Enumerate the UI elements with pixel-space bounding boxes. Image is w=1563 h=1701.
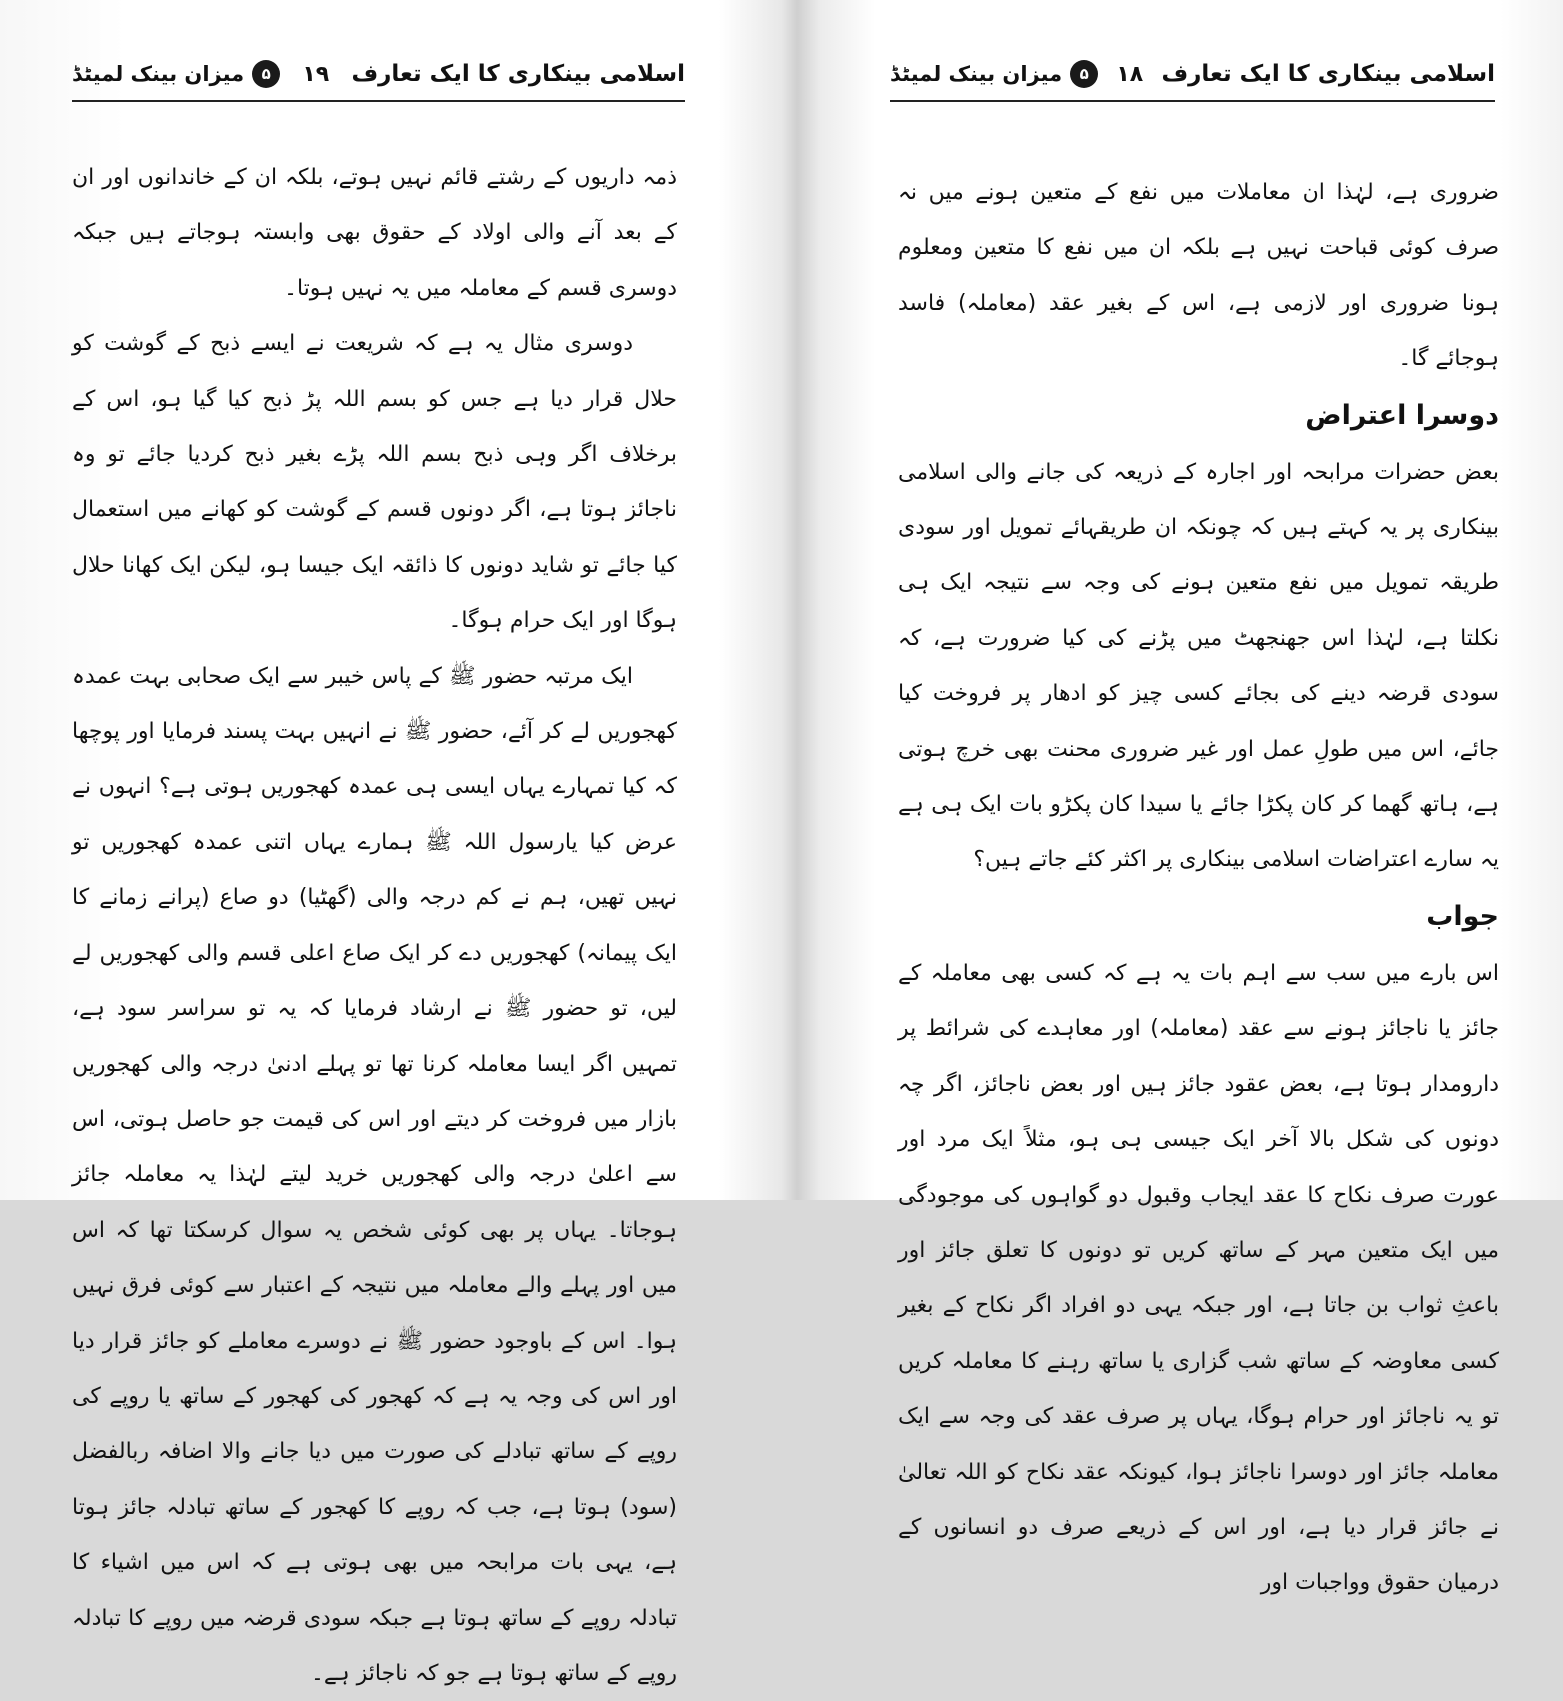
page-18 (790, 0, 1563, 1596)
paragraph: اس بارے میں سب سے اہم بات یہ ہے کہ کسی بھی معاملہ کے جائز یا ناجائز ہونے سے عقد (معاملہ) اور معاہدے کی شرائط پر دارومدار ہوتا ہے، بعض عقود جائز ہیں اور بعض ناجائز، اگر چہ دونوں کی شکل بالا آخر ایک جیسی ہی ہو، مثلاً ایک مرد اور عورت صرف نکاح کا عقد ایجاب وقبول دو گواہوں کی موجودگی میں ایک متعین مہر کے ساتھ کریں تو دونوں کا تعلق جائز اور باعثِ ثواب بن جاتا ہے، اور جبکہ یہی دو افراد اگر نکاح کے بغیر کسی معاوضہ کے ساتھ شب گزاری یا ساتھ رہنے کا معاملہ کریں تو یہ ناجائز اور حرام ہوگا، یہاں پر صرف عقد کی وجہ سے ایک معاملہ جائز اور دوسرا ناجائز ہوا، کیونکہ عقد نکاح کو اللہ تعالیٰ نے جائز قرار دیا ہے، اور اس کے ذریعے صرف دو انسانوں کے درمیان حقوق وواجبات اور (898, 960, 1499, 1596)
paragraph: بعض حضرات مرابحہ اور اجارہ کے ذریعہ کی جانے والی اسلامی بینکاری پر یہ کہتے ہیں کہ چونکہ ان طریقہائے تمویل اور سودی طریقہ تمویل میں نفع متعین ہونے کی وجہ سے نتیجہ ایک ہی نکلتا ہے، لہٰذا اس جھنجھٹ میں پڑنے کی کیا ضرورت ہے، کہ سودی قرضہ دینے کی بجائے کسی چیز کو ادھار پر فروخت کیا جائے، اس میں طولِ عمل اور غیر ضروری محنت بھی خرچ ہوتی ہے، ہاتھ گھما کر کان پکڑا جائے یا سیدا کان پکڑو بات ایک ہی ہے یہ سارے اعتراضات اسلامی بینکاری پر اکثر کئے جاتے ہیں؟ (898, 459, 1499, 873)
page-number: ۱۸ (1116, 61, 1144, 87)
page-header (72, 48, 685, 102)
page-number: ۱۹ (302, 61, 330, 87)
brand-name: میزان بینک لمیٹڈ (72, 62, 245, 86)
section-heading: دوسرا اعتراض (1305, 399, 1499, 431)
meezan-logo-icon: ۵ (252, 60, 280, 88)
header-title: اسلامی بینکاری کا ایک تعارف (1161, 61, 1495, 87)
paragraph: دوسری مثال یہ ہے کہ شریعت نے ایسے ذبح کے گوشت کو حلال قرار دیا ہے جس کو بسم اللہ پڑ ذبح کیا گیا ہو، اس کے برخلاف اگر وہی ذبح بسم اللہ پڑے بغیر ذبح کردیا جائے تو وہ ناجائز ہوتا ہے، اگر دونوں قسم کے گوشت کو کھانے میں استعمال کیا جائے تو شاید دونوں کا ذائقہ ایک جیسا ہو، لیکن ایک کھانا حلال ہوگا اور ایک حرام ہوگا۔ (72, 331, 677, 634)
meezan-logo-icon: ۵ (1070, 60, 1098, 88)
section-heading: جواب (1426, 900, 1499, 932)
page-body (72, 150, 677, 1701)
page-body (898, 165, 1499, 1611)
header-brand (72, 60, 280, 88)
paragraph: ذمہ داریوں کے رشتے قائم نہیں ہوتے، بلکہ ان کے خاندانوں اور ان کے بعد آنے والی اولاد کے حقوق بھی وابستہ ہوجاتے ہیں جبکہ دوسری قسم کے معاملہ میں یہ نہیں ہوتا۔ (72, 165, 677, 301)
page-19 (0, 0, 780, 1686)
paragraph: ضروری ہے، لہٰذا ان معاملات میں نفع کے متعین ہونے میں نہ صرف کوئی قباحت نہیں ہے بلکہ ان میں نفع کا متعین ومعلوم ہونا ضروری اور لازمی ہے، اس کے بغیر عقد (معاملہ) فاسد ہوجائے گا۔ (898, 180, 1499, 372)
brand-name: میزان بینک لمیٹڈ (890, 62, 1063, 86)
paragraph: ایک مرتبہ حضور ﷺ کے پاس خیبر سے ایک صحابی بہت عمدہ کھجوریں لے کر آئے، حضور ﷺ نے انہیں بہت پسند فرمایا اور پوچھا کہ کیا تمہارے یہاں ایسی ہی عمدہ کھجوریں ہوتی ہے؟ انہوں نے عرض کیا یارسول اللہ ﷺ ہمارے یہاں اتنی عمدہ کھجوریں تو نہیں تھیں، ہم نے کم درجہ والی (گھٹیا) دو صاع (پرانے زمانے کا ایک پیمانہ) کھجوریں دے کر ایک صاع اعلی قسم والی کھجوریں لے لیں، تو حضور ﷺ نے ارشاد فرمایا کہ یہ تو سراسر سود ہے، تمہیں اگر ایسا معاملہ کرنا تھا تو پہلے ادنیٰ درجہ والی کھجوریں بازار میں فروخت کر دیتے اور اس کی قیمت جو حاصل ہوتی، اس سے اعلیٰ درجہ والی کھجوریں خرید لیتے لہٰذا یہ معاملہ جائز ہوجاتا۔ یہاں پر بھی کوئی شخص یہ سوال کرسکتا تھا کہ اس میں اور پہلے والے معاملہ میں نتیجہ کے اعتبار سے کوئی فرق نہیں ہوا۔ اس کے باوجود حضور ﷺ نے دوسرے معاملے کو جائز قرار دیا اور اس کی وجہ یہ ہے کہ کھجور کی کھجور کے ساتھ یا روپے کی روپے کے ساتھ تبادلے کی صورت میں دیا جانے والا اضافہ ربالفضل (سود) ہوتا ہے، جب کہ روپے کا کھجور کے ساتھ تبادلہ جائز ہوتا ہے، یہی بات مرابحہ میں بھی ہوتی ہے کہ اس میں اشیاء کا تبادلہ روپے کے ساتھ ہوتا ہے جبکہ سودی قرضہ میں روپے کا تبادلہ روپے کے ساتھ ہوتا ہے جو کہ ناجائز ہے۔ (72, 663, 677, 1686)
page-header (890, 48, 1495, 102)
header-title: اسلامی بینکاری کا ایک تعارف (351, 61, 685, 87)
header-brand (890, 60, 1098, 88)
